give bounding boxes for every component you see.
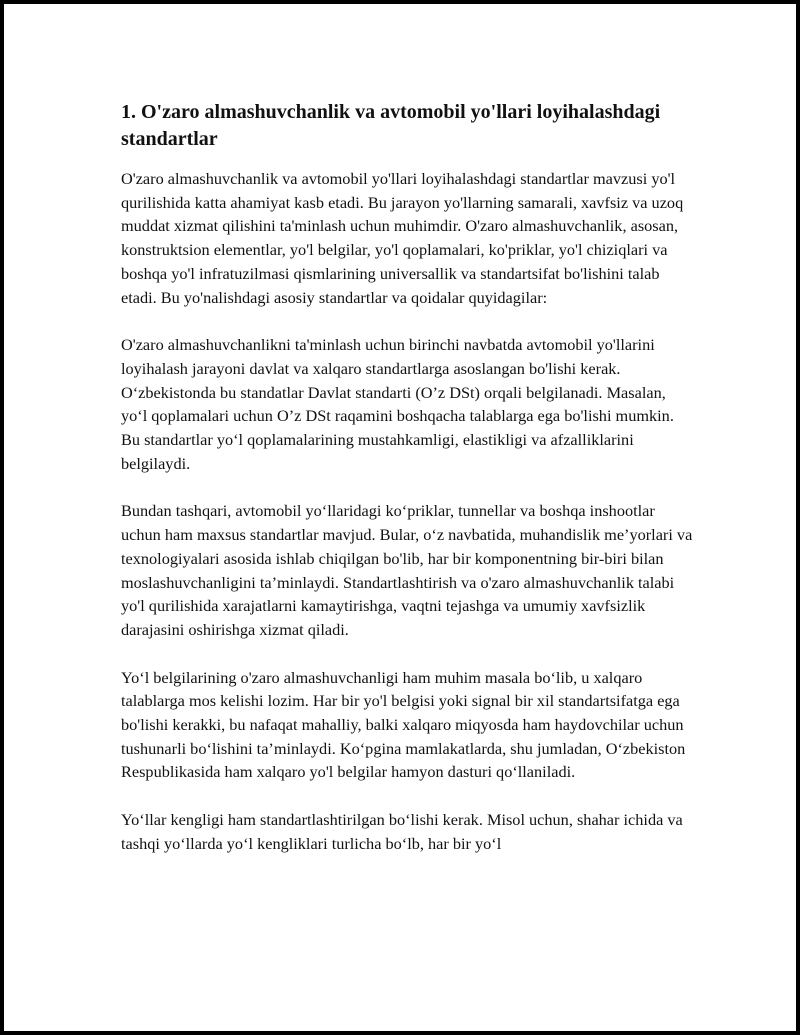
paragraph-national-standards: O'zaro almashuvchanlikni ta'minlash uchun birinchi navbatda avtomobil yo'llarini loyihalash jarayoni davlat va xalqaro standartlarga asoslangan bo'lishi kerak. O‘zbekistonda bu standatlar Davlat standarti (O’z DSt) orqali belgilanadi. Masalan, yo‘l qoplamalari uchun O’z DSt raqamini boshqacha talablarga ega bo'lishi mumkin. Bu standartlar yo‘l qoplamalarining mustahkamligi, elastikligi va afzalliklarini belgilaydi.	[121, 335, 674, 473]
paragraph-road-signs: Yo‘l belgilarining o'zaro almashuvchanligi ham muhim masala bo‘lib, u xalqaro talablarga mos kelishi lozim. Har bir yo'l belgisi yoki signal bir xil standartsifatga ega bo'lishi kerakki, bu nafaqat mahalliy, balki xalqaro miqyosda ham haydovchilar uchun tushunarli bo‘lishini ta’minlaydi. Ko‘pgina mamlakatlarda, shu jumladan, O‘zbekiston Respublikasida ham xalqaro yo'l belgilar hamyon dasturi qo‘llaniladi.	[121, 667, 686, 782]
document-body	[121, 99, 696, 880]
paragraph-bridges-tunnels: Bundan tashqari, avtomobil yo‘llaridagi ko‘priklar, tunnellar va boshqa inshootlar uchun ham maxsus standartlar mavjud. Bular, o‘z navbatida, muhandislik me’yorlari va texnologiyalari asosida ishlab chiqilgan bo'lib, har bir komponentning bir-biri bilan moslashuvchanligini ta’minlaydi. Standartlashtirish va o'zaro almashuvchanlik talabi yo'l qurilishida xarajatlarni kamaytirishga, vaqtni tejashga va umumiy xavfsizlik darajasini oshirishga xizmat qiladi.	[121, 501, 693, 639]
section-heading: 1. O'zaro almashuvchanlik va avtomobil yo'llari loyihalashdagi standartlar	[121, 101, 661, 150]
paragraph-road-width: Yo‘llar kengligi ham standartlashtirilgan bo‘lishi kerak. Misol uchun, shahar ichida va tashqi yo‘llarda yo‘l kengliklari turlicha bo‘lb, har bir yo‘l	[121, 810, 683, 853]
paragraph-intro: O'zaro almashuvchanlik va avtomobil yo'llari loyihalashdagi standartlar mavzusi yo'l qurilishida katta ahamiyat kasb etadi. Bu jarayon yo'llarning samarali, xavfsiz va uzoq muddat xizmat qilishini ta'minlash uchun muhimdir. O'zaro almashuvchanlik, asosan, konstruktsion elementlar, yo'l belgilar, yo'l qoplamalari, ko'priklar, yo'l chiziqlari va boshqa yo'l infratuzilmasi qismlarining universallik va standartsifat bo'lishini talab etadi. Bu yo'nalishdagi asosiy standartlar va qoidalar quyidagilar:	[121, 169, 684, 307]
